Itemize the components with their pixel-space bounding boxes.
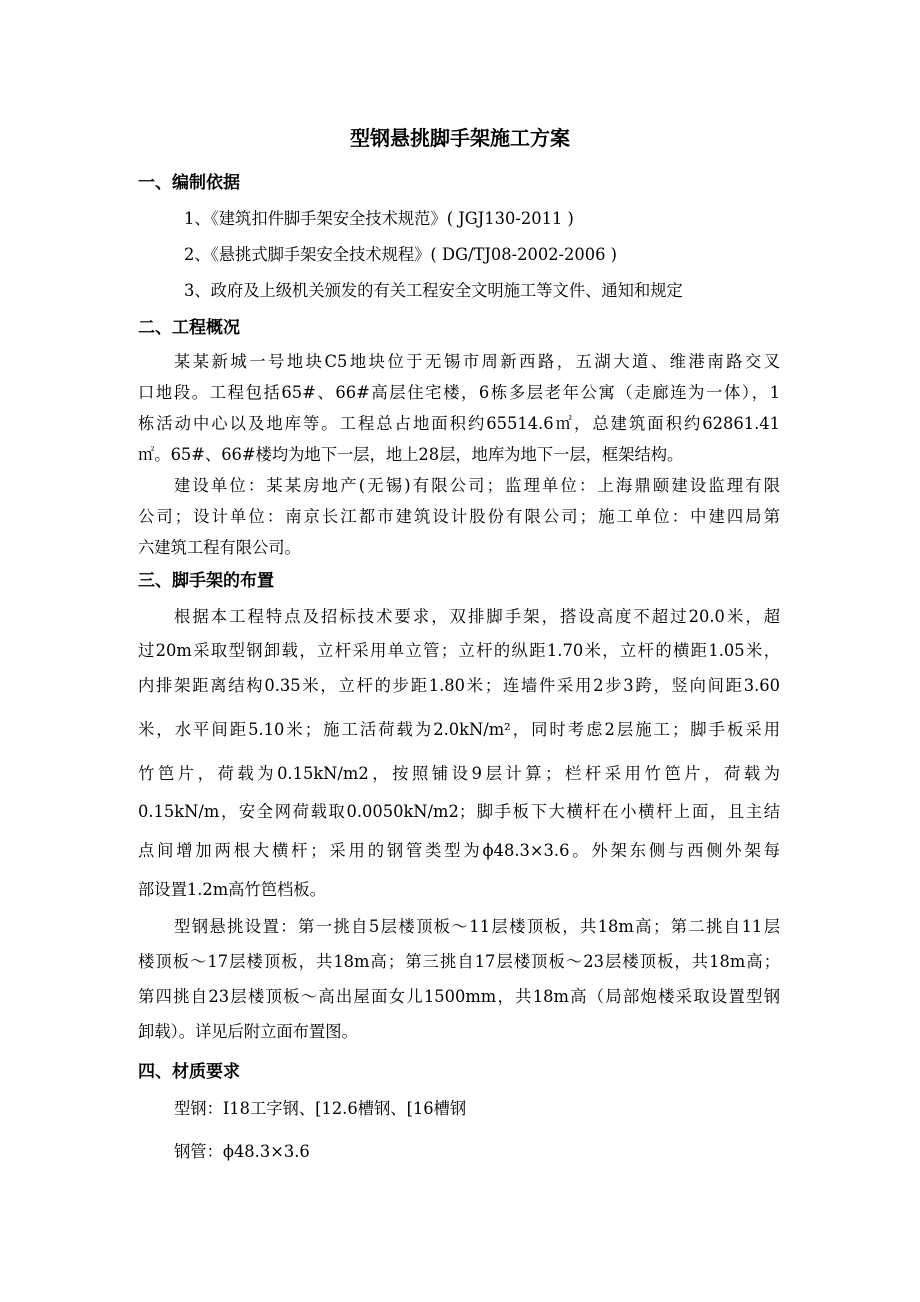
- paragraph-line: 根据本工程特点及招标技术要求，双排脚手架，搭设高度不超过20.0米，超: [174, 607, 780, 626]
- paragraph-line: 过20m采取型钢卸载，立杆采用单立管；立杆的纵距1.70米，立杆的横距1.05米，: [138, 641, 780, 660]
- section-heading-basis: 一、编制依据: [138, 173, 240, 193]
- paragraph-line: 口地段。工程包括65#、66#高层住宅楼，6栋多层老年公寓（走廊连为一体），1: [138, 383, 780, 402]
- material-item: 钢管：ϕ48.3×3.6: [174, 1142, 310, 1161]
- reference-item: 1、《建筑扣件脚手架安全技术规范》( JGJ130-2011 ): [184, 209, 574, 228]
- paragraph-line: 楼顶板～17层楼顶板，共18m高；第三挑自17层楼顶板～23层楼顶板，共18m高；: [138, 952, 780, 971]
- paragraph-line: ㎡。65#、66#楼均为地下一层，地上28层，地库为地下一层，框架结构。: [138, 445, 684, 464]
- paragraph-line: 0.15kN/m，安全网荷载取0.0050kN/m2；脚手板下大横杆在小横杆上面，且主结: [138, 802, 780, 821]
- document-title: 型钢悬挑脚手架施工方案: [350, 126, 570, 150]
- paragraph-line: 卸载）。详见后附立面布置图。: [138, 1022, 358, 1041]
- paragraph-line: 点间增加两根大横杆；采用的钢管类型为ϕ48.3×3.6。外架东侧与西侧外架每: [138, 841, 780, 860]
- section-heading-materials: 四、材质要求: [138, 1062, 240, 1082]
- reference-item: 2、《悬挑式脚手架安全技术规程》( DG/TJ08-2002-2006 ): [184, 245, 618, 264]
- paragraph-line: 部设置1.2m高竹笆档板。: [138, 880, 326, 899]
- paragraph-line: 型钢悬挑设置：第一挑自5层楼顶板～11层楼顶板，共18m高；第二挑自11层: [174, 917, 780, 936]
- paragraph-line: 竹笆片，荷载为0.15kN/m2，按照铺设9层计算；栏杆采用竹笆片，荷载为: [138, 764, 780, 783]
- paragraph-line: 六建筑工程有限公司。: [138, 538, 301, 557]
- paragraph-line: 建设单位：某某房地产(无锡)有限公司；监理单位：上海鼎颐建设监理有限: [174, 476, 780, 495]
- paragraph-line: 内排架距离结构0.35米，立杆的步距1.80米；连墙件采用2步3跨，竖向间距3.60: [138, 676, 780, 695]
- paragraph-line: 米，水平间距5.10米；施工活荷载为2.0kN/m²，同时考虑2层施工；脚手板采用: [138, 720, 780, 739]
- reference-item: 3、政府及上级机关颁发的有关工程安全文明施工等文件、通知和规定: [184, 281, 683, 300]
- paragraph-line: 某某新城一号地块C5地块位于无锡市周新西路，五湖大道、维港南路交叉: [174, 352, 780, 371]
- paragraph-line: 第四挑自23层楼顶板～高出屋面女儿1500mm，共18m高（局部炮楼采取设置型钢: [138, 987, 780, 1006]
- section-heading-overview: 二、工程概况: [138, 318, 240, 338]
- material-item: 型钢：I18工字钢、[12.6槽钢、[16槽钢: [174, 1099, 467, 1118]
- paragraph-line: 栋活动中心以及地库等。工程总占地面积约65514.6㎡，总建筑面积约62861.41: [138, 414, 780, 433]
- section-heading-layout: 三、脚手架的布置: [138, 571, 274, 591]
- paragraph-line: 公司；设计单位：南京长江都市建筑设计股份有限公司；施工单位：中建四局第: [138, 507, 780, 526]
